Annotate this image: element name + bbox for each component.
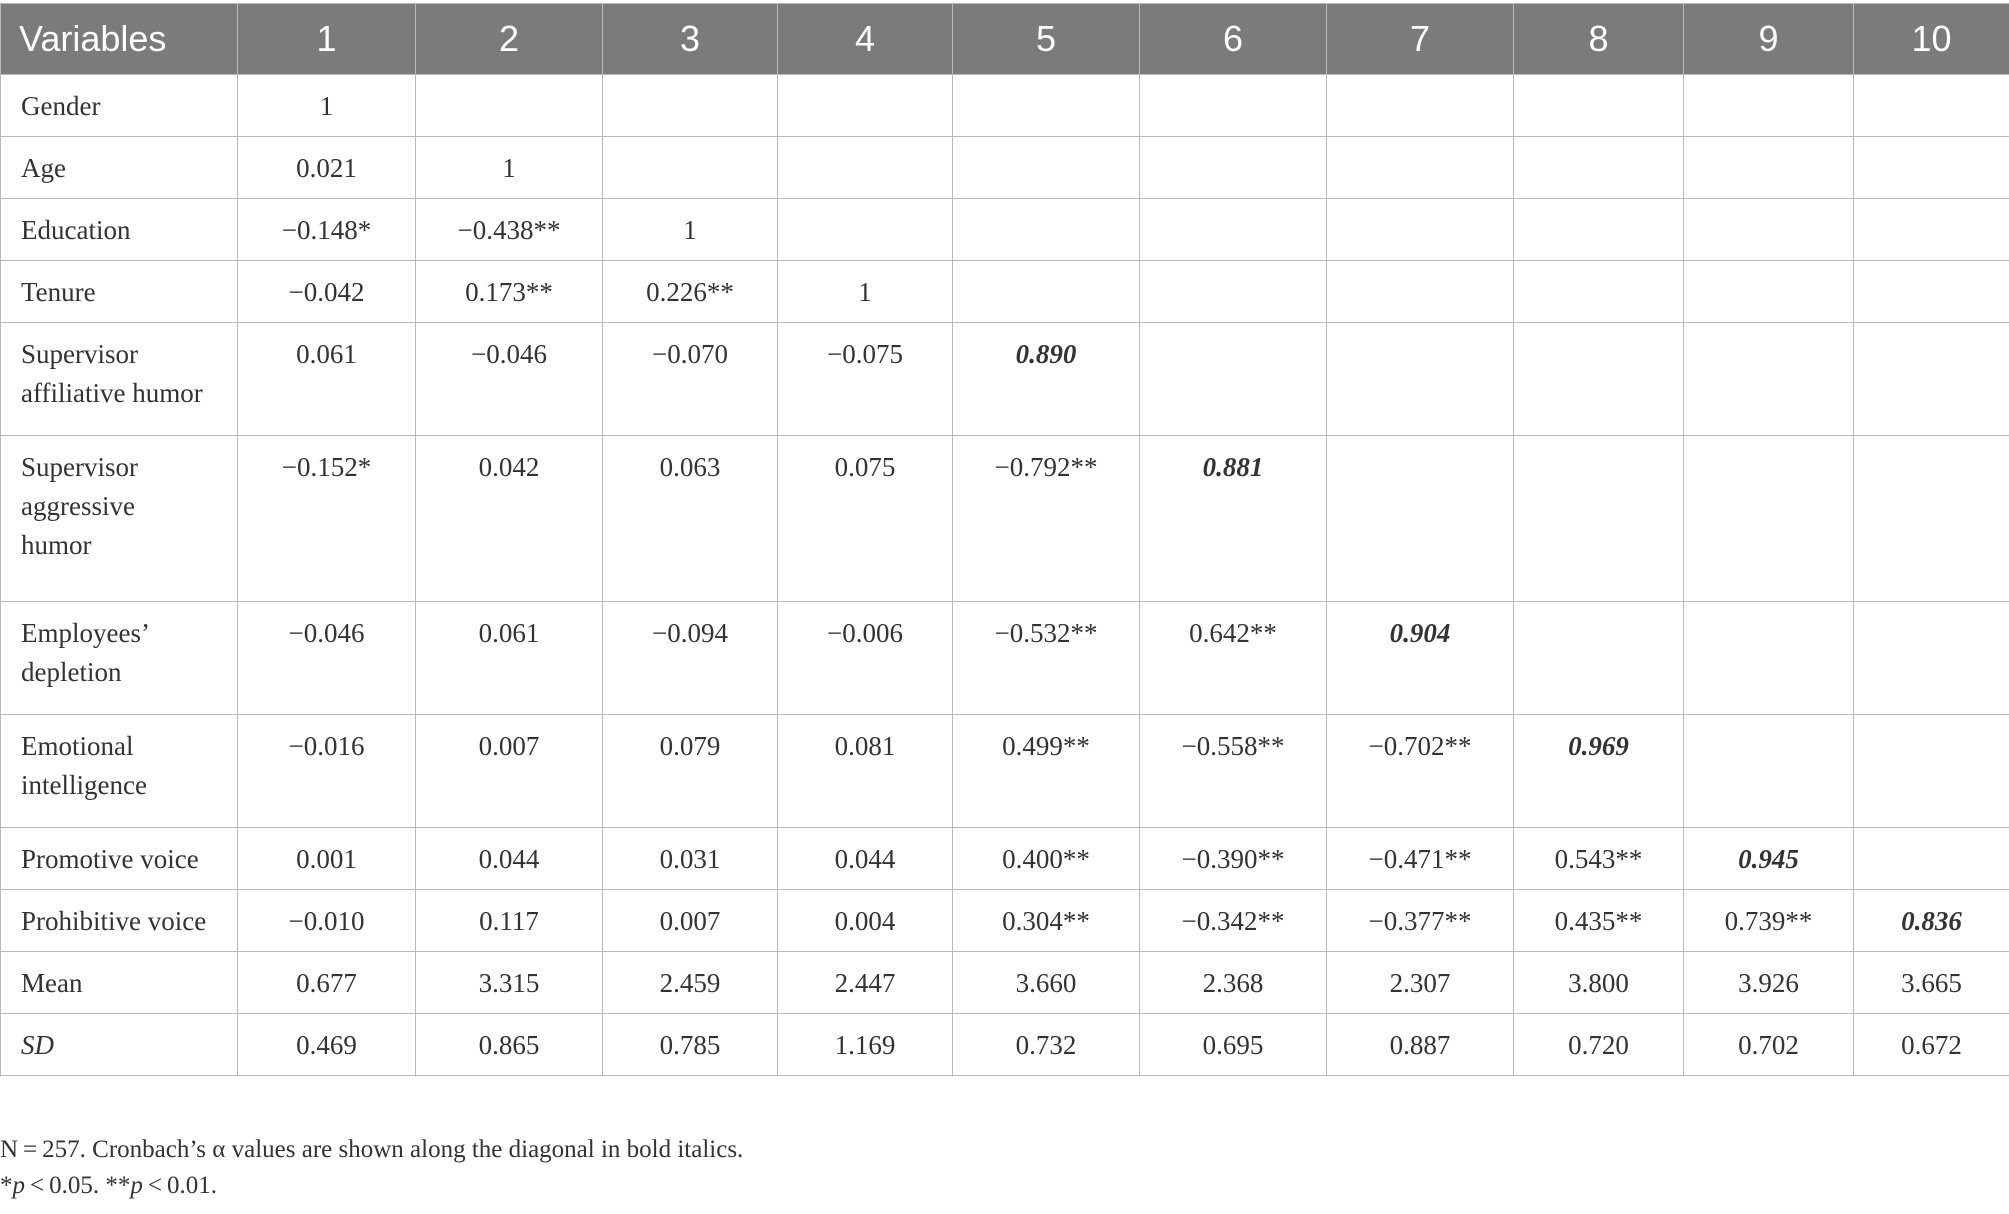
table-cell — [953, 323, 1140, 436]
cell-value: −0.094 — [652, 618, 728, 648]
table-cell — [416, 890, 603, 952]
alpha-value: 0.881 — [1202, 452, 1264, 482]
row-label-line: Supervisor — [21, 452, 138, 482]
cell-value: 0.031 — [659, 844, 721, 874]
table-cell — [1854, 952, 2009, 1014]
cell-value: 0.695 — [1202, 1030, 1264, 1060]
table-cell — [238, 828, 416, 890]
column-header: 6 — [1140, 4, 1327, 75]
table-cell — [416, 828, 603, 890]
table-cell — [603, 828, 778, 890]
table-cell — [778, 323, 953, 436]
table-cell — [1514, 602, 1684, 715]
alpha-value: 0.969 — [1568, 731, 1629, 761]
header-row — [1, 4, 2009, 75]
column-header: 7 — [1327, 4, 1514, 75]
cell-value: −0.792** — [994, 452, 1098, 482]
table-cell — [953, 952, 1140, 1014]
table-cell — [1140, 1014, 1327, 1076]
table-cell — [1140, 436, 1327, 602]
table-cell — [416, 602, 603, 715]
cell-value: 0.042 — [478, 452, 540, 482]
table-cell — [1327, 75, 1514, 137]
row-label-line: Gender — [21, 91, 101, 121]
table-cell — [238, 1014, 416, 1076]
cell-value: −0.042 — [288, 277, 365, 307]
table-cell — [778, 715, 953, 828]
table-cell — [238, 715, 416, 828]
table-cell — [1514, 137, 1684, 199]
table-cell — [1140, 75, 1327, 137]
cell-value: 0.004 — [834, 906, 896, 936]
table-cell — [1854, 137, 2009, 199]
cell-value: −0.377** — [1368, 906, 1472, 936]
table-cell — [416, 261, 603, 323]
table-row — [1, 890, 2009, 952]
cell-value: 0.079 — [659, 731, 721, 761]
row-label-line: Prohibitive voice — [21, 906, 207, 936]
cell-value: 0.117 — [479, 906, 539, 936]
row-label — [1, 436, 238, 602]
table-cell — [1684, 137, 1854, 199]
cell-value: −0.016 — [288, 731, 365, 761]
table-note-significance — [0, 1172, 217, 1200]
cell-value: −0.075 — [827, 339, 903, 369]
cell-value: −0.046 — [471, 339, 547, 369]
table-cell — [416, 436, 603, 602]
cell-value: 0.044 — [834, 844, 896, 874]
table-cell — [953, 436, 1140, 602]
row-label — [1, 602, 238, 715]
cell-value: −0.070 — [652, 339, 728, 369]
table-cell — [416, 1014, 603, 1076]
cell-value: 0.785 — [659, 1030, 721, 1060]
table-cell — [1327, 828, 1514, 890]
cell-value: 0.001 — [296, 844, 357, 874]
cell-value: −0.152* — [281, 452, 372, 482]
cell-value: 1 — [319, 91, 334, 121]
cell-value: 1.169 — [834, 1030, 896, 1060]
table-cell — [603, 137, 778, 199]
cell-value: 2.307 — [1389, 968, 1451, 998]
table-cell — [1854, 199, 2009, 261]
cell-value: 3.665 — [1901, 968, 1962, 998]
table-cell — [238, 75, 416, 137]
cell-value: 2.459 — [659, 968, 721, 998]
table-cell — [1140, 890, 1327, 952]
cell-value: 0.865 — [478, 1030, 540, 1060]
table-cell — [953, 199, 1140, 261]
cell-value: 0.007 — [659, 906, 721, 936]
cell-value: 1 — [858, 277, 872, 307]
table-cell — [778, 199, 953, 261]
table-cell — [416, 715, 603, 828]
table-cell — [603, 323, 778, 436]
table-cell — [1684, 828, 1854, 890]
cell-value: 1 — [683, 215, 697, 245]
table-cell — [778, 436, 953, 602]
cell-value: −0.702** — [1368, 731, 1472, 761]
table-row — [1, 952, 2009, 1014]
table-cell — [1684, 436, 1854, 602]
table-cell — [953, 1014, 1140, 1076]
table-cell — [238, 436, 416, 602]
table-cell — [603, 952, 778, 1014]
cell-value: 0.021 — [296, 153, 357, 183]
table-cell — [778, 137, 953, 199]
table-cell — [953, 890, 1140, 952]
table-cell — [1514, 828, 1684, 890]
cell-value: −0.006 — [827, 618, 903, 648]
table-cell — [238, 137, 416, 199]
table-cell — [778, 1014, 953, 1076]
cell-value: 0.672 — [1901, 1030, 1962, 1060]
cell-value: 0.543** — [1554, 844, 1643, 874]
table-cell — [1514, 261, 1684, 323]
table-cell — [1140, 137, 1327, 199]
cell-value: 3.315 — [478, 968, 540, 998]
cell-value: 0.642** — [1189, 618, 1277, 648]
table-cell — [1514, 75, 1684, 137]
table-cell — [416, 137, 603, 199]
table-cell — [1854, 436, 2009, 602]
table-cell — [953, 137, 1140, 199]
cell-value: −0.390** — [1181, 844, 1285, 874]
table-cell — [1327, 1014, 1514, 1076]
cell-value: 0.677 — [296, 968, 357, 998]
row-label-line: Promotive voice — [21, 844, 199, 874]
table-cell — [778, 890, 953, 952]
table-cell — [1327, 602, 1514, 715]
table-cell — [1854, 890, 2009, 952]
cell-value: −0.532** — [994, 618, 1098, 648]
row-label-line: Employees’ — [21, 618, 150, 648]
row-label — [1, 952, 238, 1014]
table-row — [1, 323, 2009, 436]
cell-value: 0.499** — [1002, 731, 1090, 761]
row-label — [1, 199, 238, 261]
table-cell — [1140, 828, 1327, 890]
cell-value: 3.660 — [1015, 968, 1077, 998]
table-cell — [1684, 199, 1854, 261]
column-header: 5 — [953, 4, 1140, 75]
table-cell — [238, 261, 416, 323]
table-cell — [953, 261, 1140, 323]
column-header: 8 — [1514, 4, 1684, 75]
alpha-value: 0.904 — [1389, 618, 1451, 648]
table-cell — [1514, 436, 1684, 602]
note-p: p — [12, 1172, 25, 1199]
table-row — [1, 715, 2009, 828]
table-cell — [1854, 602, 2009, 715]
table-cell — [1327, 261, 1514, 323]
row-label — [1, 323, 238, 436]
note-star: * — [0, 1172, 13, 1199]
cell-value: 0.081 — [834, 731, 896, 761]
row-label — [1, 828, 238, 890]
table-row — [1, 137, 2009, 199]
row-label — [1, 1014, 238, 1076]
row-label-line: Mean — [21, 968, 83, 998]
table-cell — [1854, 1014, 2009, 1076]
table-cell — [953, 75, 1140, 137]
row-label-line: SD — [21, 1030, 54, 1060]
cell-value: 0.702 — [1738, 1030, 1799, 1060]
table-cell — [1140, 261, 1327, 323]
table-cell — [238, 602, 416, 715]
table-cell — [1514, 715, 1684, 828]
cell-value: 0.400** — [1002, 844, 1090, 874]
table-row — [1, 1014, 2009, 1076]
cell-value: −0.046 — [288, 618, 365, 648]
cell-value: −0.471** — [1368, 844, 1472, 874]
cell-value: 0.304** — [1002, 906, 1090, 936]
table-cell — [1327, 952, 1514, 1014]
table-row — [1, 436, 2009, 602]
table-cell — [238, 199, 416, 261]
row-label — [1, 715, 238, 828]
cell-value: 2.368 — [1202, 968, 1264, 998]
row-label-line: Emotional — [21, 731, 134, 761]
column-header: Variables — [1, 4, 238, 75]
table-cell — [778, 828, 953, 890]
alpha-value: 0.836 — [1901, 906, 1962, 936]
table-body — [1, 75, 2009, 1076]
table-cell — [1327, 323, 1514, 436]
table-cell — [1140, 952, 1327, 1014]
cell-value: 0.173** — [465, 277, 553, 307]
alpha-value: 0.890 — [1015, 339, 1077, 369]
column-header: 1 — [238, 4, 416, 75]
table-cell — [1327, 436, 1514, 602]
table-cell — [416, 323, 603, 436]
table-cell — [778, 261, 953, 323]
table-cell — [238, 323, 416, 436]
table-cell — [603, 715, 778, 828]
column-header: 10 — [1854, 4, 2009, 75]
cell-value: −0.558** — [1181, 731, 1285, 761]
table-cell — [416, 199, 603, 261]
cell-value: 0.063 — [659, 452, 721, 482]
row-label-line: intelligence — [21, 770, 147, 800]
table-cell — [1854, 75, 2009, 137]
table-cell — [1684, 75, 1854, 137]
table-cell — [603, 75, 778, 137]
table-cell — [1684, 952, 1854, 1014]
cell-value: −0.148* — [281, 215, 372, 245]
table-cell — [1140, 715, 1327, 828]
cell-value: 3.800 — [1568, 968, 1629, 998]
table-cell — [1514, 323, 1684, 436]
cell-value: 0.061 — [296, 339, 357, 369]
table-row — [1, 828, 2009, 890]
row-label — [1, 75, 238, 137]
alpha-value: 0.945 — [1738, 844, 1799, 874]
table-cell — [416, 75, 603, 137]
cell-value: 0.469 — [296, 1030, 357, 1060]
table-cell — [778, 75, 953, 137]
table-cell — [238, 890, 416, 952]
row-label-line: aggressive — [21, 491, 135, 521]
table-cell — [1514, 952, 1684, 1014]
table-row — [1, 261, 2009, 323]
table-cell — [1140, 199, 1327, 261]
table-cell — [416, 952, 603, 1014]
table-cell — [1514, 1014, 1684, 1076]
table-row — [1, 199, 2009, 261]
table-cell — [953, 715, 1140, 828]
table-cell — [1684, 715, 1854, 828]
row-label-line: humor — [21, 530, 92, 560]
cell-value: 0.739** — [1724, 906, 1813, 936]
table-note-alpha: N = 257. Cronbach’s α values are shown along the diagonal in bold italics. — [0, 1136, 744, 1163]
table-cell — [1854, 323, 2009, 436]
row-label-line: Education — [21, 215, 131, 245]
note-threshold-1: < 0.05. ** — [25, 1172, 131, 1199]
table-cell — [778, 602, 953, 715]
table-cell — [1514, 199, 1684, 261]
table-cell — [1140, 323, 1327, 436]
row-label-line: Tenure — [21, 277, 96, 307]
table-cell — [1854, 261, 2009, 323]
table-cell — [603, 436, 778, 602]
cell-value: 0.075 — [834, 452, 896, 482]
table-cell — [953, 602, 1140, 715]
cell-value: 0.435** — [1554, 906, 1643, 936]
correlation-table — [0, 3, 2009, 1076]
table-cell — [1684, 1014, 1854, 1076]
table-cell — [1684, 890, 1854, 952]
row-label-line: depletion — [21, 657, 122, 687]
cell-value: 0.887 — [1389, 1030, 1451, 1060]
column-header: 2 — [416, 4, 603, 75]
table-cell — [1140, 602, 1327, 715]
table-cell — [1684, 602, 1854, 715]
row-label-line: affiliative humor — [21, 378, 203, 408]
table-cell — [778, 952, 953, 1014]
table-cell — [603, 1014, 778, 1076]
table-cell — [1327, 715, 1514, 828]
table-cell — [603, 890, 778, 952]
note-p: p — [130, 1172, 143, 1199]
table-cell — [1327, 890, 1514, 952]
cell-value: 0.007 — [478, 731, 540, 761]
column-header: 3 — [603, 4, 778, 75]
table-cell — [1514, 890, 1684, 952]
row-label — [1, 890, 238, 952]
cell-value: 0.720 — [1568, 1030, 1629, 1060]
table-cell — [953, 828, 1140, 890]
cell-value: −0.010 — [288, 906, 365, 936]
cell-value: 1 — [502, 153, 516, 183]
table-row — [1, 602, 2009, 715]
table-cell — [1854, 715, 2009, 828]
table-row — [1, 75, 2009, 137]
cell-value: 0.044 — [478, 844, 540, 874]
cell-value: 0.226** — [646, 277, 734, 307]
row-label — [1, 137, 238, 199]
column-header: 9 — [1684, 4, 1854, 75]
table-cell — [1854, 828, 2009, 890]
row-label-line: Supervisor — [21, 339, 138, 369]
cell-value: −0.438** — [457, 215, 561, 245]
table-cell — [1327, 137, 1514, 199]
row-label-line: Age — [21, 153, 66, 183]
table-cell — [238, 952, 416, 1014]
table-cell — [1327, 199, 1514, 261]
cell-value: 3.926 — [1738, 968, 1799, 998]
table-cell — [603, 261, 778, 323]
table-cell — [1684, 261, 1854, 323]
cell-value: −0.342** — [1181, 906, 1285, 936]
row-label — [1, 261, 238, 323]
table-cell — [1684, 323, 1854, 436]
column-header: 4 — [778, 4, 953, 75]
table-cell — [603, 602, 778, 715]
cell-value: 0.732 — [1015, 1030, 1077, 1060]
table-cell — [603, 199, 778, 261]
note-threshold-2: < 0.01. — [142, 1172, 217, 1199]
cell-value: 0.061 — [478, 618, 540, 648]
cell-value: 2.447 — [834, 968, 896, 998]
